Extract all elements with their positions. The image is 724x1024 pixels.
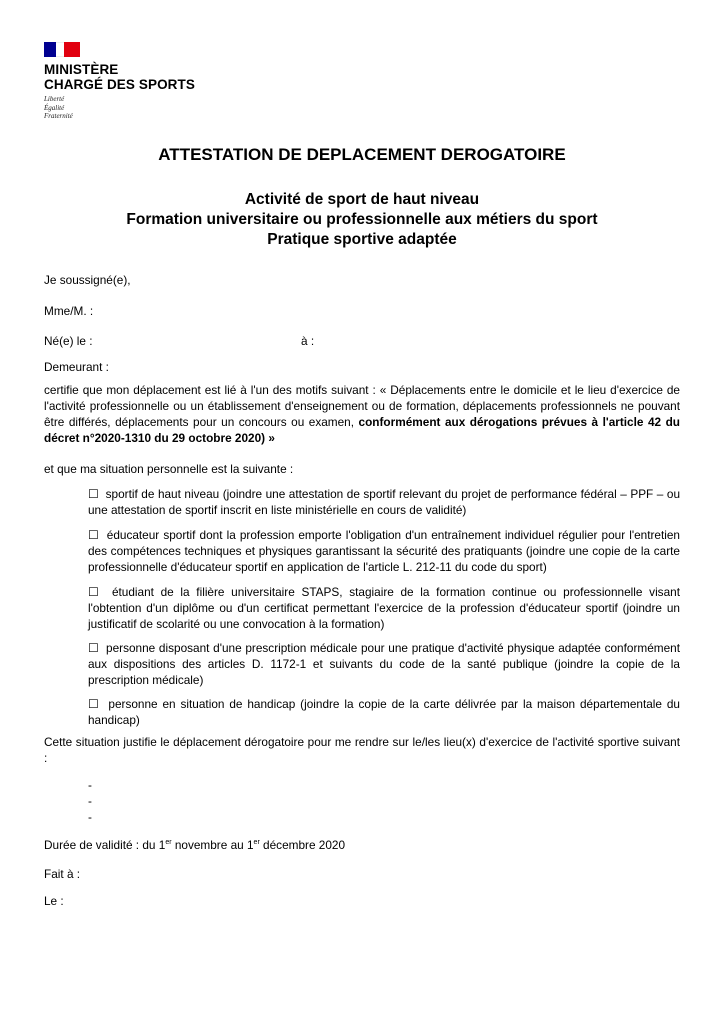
name-label: Mme/M. : [44, 304, 94, 318]
made-at-label: Fait à : [44, 867, 81, 881]
justification-text: Cette situation justifie le déplacement dérogatoire pour me rendre sur le/les lieu(x) d'exercice de l'activité sportive suivant : [44, 735, 680, 765]
document-title: ATTESTATION DE DEPLACEMENT DEROGATOIRE [158, 145, 566, 164]
motto-fraternite: Fraternité [44, 112, 73, 120]
birth-date-label: Né(e) le : [44, 334, 93, 348]
option-sports-educator [88, 527, 680, 575]
option-label: personne en situation de handicap (joindre la copie de la carte délivrée par la maison départementale du handicap) [88, 697, 680, 727]
option-disability [88, 696, 680, 728]
ministry-header [44, 42, 195, 121]
residence-label: Demeurant : [44, 360, 109, 374]
validity-middle: novembre au 1 [171, 838, 254, 852]
ministry-line-1: MINISTÈRE [44, 62, 119, 77]
checkbox-icon[interactable]: ☐ [88, 585, 99, 599]
date-label: Le : [44, 894, 64, 908]
checkbox-icon[interactable]: ☐ [88, 697, 99, 711]
motto-liberte: Liberté [44, 95, 65, 103]
validity-period [44, 837, 680, 853]
motto-egalite: Égalité [44, 103, 65, 112]
option-medical-prescription [88, 640, 680, 688]
ministry-name [44, 63, 195, 92]
validity-ordinal-1: er [165, 839, 172, 847]
document-subtitles [0, 190, 724, 250]
option-high-level-athlete [88, 486, 680, 518]
subtitle-training: Formation universitaire ou professionnelle aux métiers du sport [126, 211, 598, 228]
certify-text: certifie que mon déplacement est lié à l'un des motifs suivant : « Déplacements entre le domicile et le lieu d'exercice de l'activité professionnelle ou un établissement d'enseignement ou de formation, déplacements professionnels ne pouvant être différés, déplacements pour un concours ou examen, [44, 383, 680, 429]
subtitle-high-level-sport: Activité de sport de haut niveau [244, 191, 480, 208]
validity-prefix: Durée de validité : du 1 [44, 838, 166, 852]
option-label: éducateur sportif dont la profession emporte l'obligation d'un entraînement individuel régulier pour l'entretien des compétences techniques et physiques garantissant la sécurité des pratiquants (joindre une copie de la carte professionnelle d'éducateur sportif en application de l'article L. 212-11 du code du sport) [88, 528, 680, 574]
location-line-2: - [88, 794, 92, 808]
birth-place-label: à : [301, 334, 315, 348]
option-label: personne disposant d'une prescription médicale pour une pratique d'activité physique adaptée conformément aux dispositions des articles D. 1172-1 et suivants du code de la santé publique (joindre la copie de la prescription médicale) [88, 641, 680, 687]
checkbox-icon[interactable]: ☐ [88, 641, 99, 655]
validity-ordinal-2: er [253, 839, 260, 847]
location-line-1: - [88, 778, 92, 792]
checkbox-icon[interactable]: ☐ [88, 487, 99, 501]
location-line-3: - [88, 810, 92, 824]
certify-paragraph [44, 382, 680, 446]
option-staps-student [88, 584, 680, 632]
option-label: étudiant de la filière universitaire STAPS, stagiaire de la formation continue ou professionnelle visant l'obtention d'un diplôme ou d'un certificat permettant l'exercice de la profession d'éducateur sportif (joindre un justificatif de scolarité ou une convocation à la formation) [88, 585, 680, 631]
french-flag-logo [44, 42, 80, 57]
situation-intro: et que ma situation personnelle est la suivante : [44, 462, 294, 476]
ministry-line-2: CHARGÉ DES SPORTS [44, 76, 195, 92]
option-label: sportif de haut niveau (joindre une attestation de sportif relevant du projet de performance fédéral – PPF – ou une attestation de sportif inscrit en liste ministérielle en cours de validité) [88, 487, 681, 517]
undersigned-label: Je soussigné(e), [44, 273, 131, 287]
certify-legal-reference: conformément aux dérogations prévues à l'article 42 du décret n°2020-1310 du 29 octobre 2020) » [44, 415, 680, 445]
republic-motto [44, 95, 195, 121]
subtitle-adapted-practice: Pratique sportive adaptée [267, 231, 457, 248]
validity-suffix: décembre 2020 [259, 838, 346, 852]
checkbox-icon[interactable]: ☐ [88, 528, 99, 542]
